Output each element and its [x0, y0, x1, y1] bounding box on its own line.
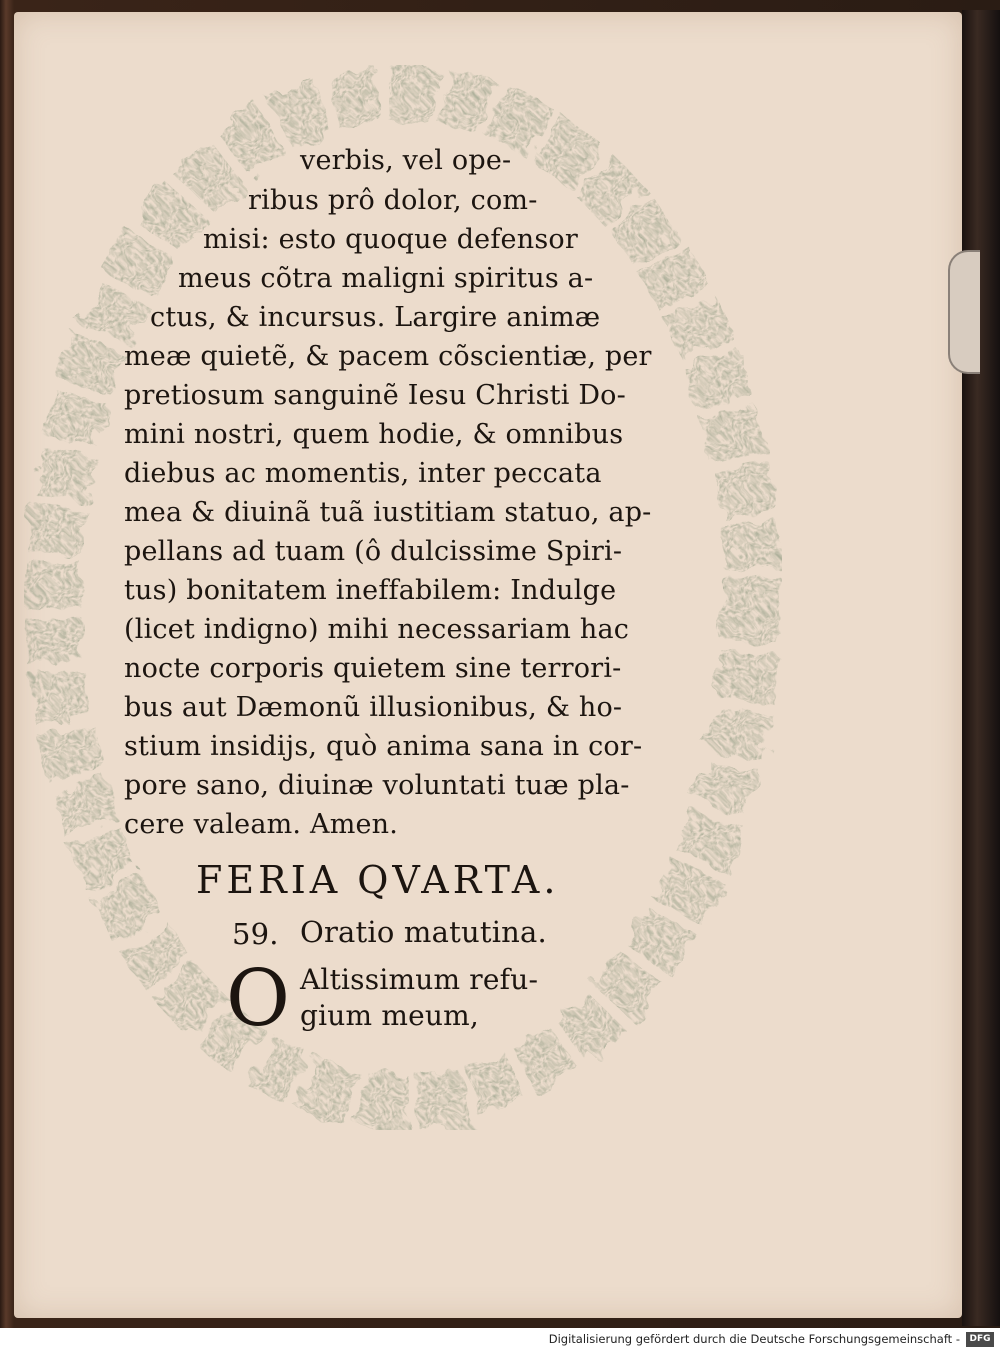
- text-line: misi: esto quoque defensor: [203, 224, 578, 255]
- text-line: pore sano, diuinæ voluntati tuæ pla-: [124, 770, 630, 801]
- text-line: pretiosum sanguinẽ Iesu Christi Do-: [124, 380, 626, 411]
- text-line: tus) bonitatem ineffabilem: Indulge: [124, 575, 617, 606]
- prayer-number: 59.: [232, 917, 279, 951]
- text-line: verbis, vel ope-: [300, 145, 512, 176]
- funding-credit: Digitalisierung gefördert durch die Deutsche Forschungsgemeinschaft -: [548, 1332, 960, 1346]
- text-line: mea & diuinã tuã iustitiam statuo, ap-: [124, 497, 652, 528]
- text-line: stium insidijs, quò anima sana in cor-: [124, 731, 643, 762]
- text-line: ctus, & incursus. Largire animæ: [150, 302, 601, 333]
- text-line: ribus prô dolor, com-: [248, 185, 538, 216]
- text-line: pellans ad tuam (ô dulcissime Spiri-: [124, 536, 623, 567]
- text-line: meæ quietẽ, & pacem cõscientiæ, per: [124, 341, 652, 372]
- text-line: diebus ac momentis, inter peccata: [124, 458, 602, 489]
- section-heading: FERIA QVARTA.: [196, 858, 560, 902]
- text-line: cere valeam. Amen.: [124, 809, 399, 840]
- footer-bar: [0, 1328, 1000, 1352]
- text-line: mini nostri, quem hodie, & omnibus: [124, 419, 624, 450]
- drop-initial: O: [226, 954, 291, 1044]
- opening-line: gium meum,: [300, 999, 479, 1032]
- prayer-title: Oratio matutina.: [300, 915, 547, 949]
- text-line: nocte corporis quietem sine terrori-: [124, 653, 622, 684]
- text-line: meus cõtra maligni spiritus a-: [178, 263, 594, 294]
- text-line: bus aut Dæmonũ illusionibus, & ho-: [124, 692, 623, 723]
- text-line: (licet indigno) mihi necessariam hac: [124, 614, 630, 645]
- dfg-logo-icon: DFG: [966, 1332, 994, 1347]
- opening-line: Altissimum refu-: [300, 963, 539, 996]
